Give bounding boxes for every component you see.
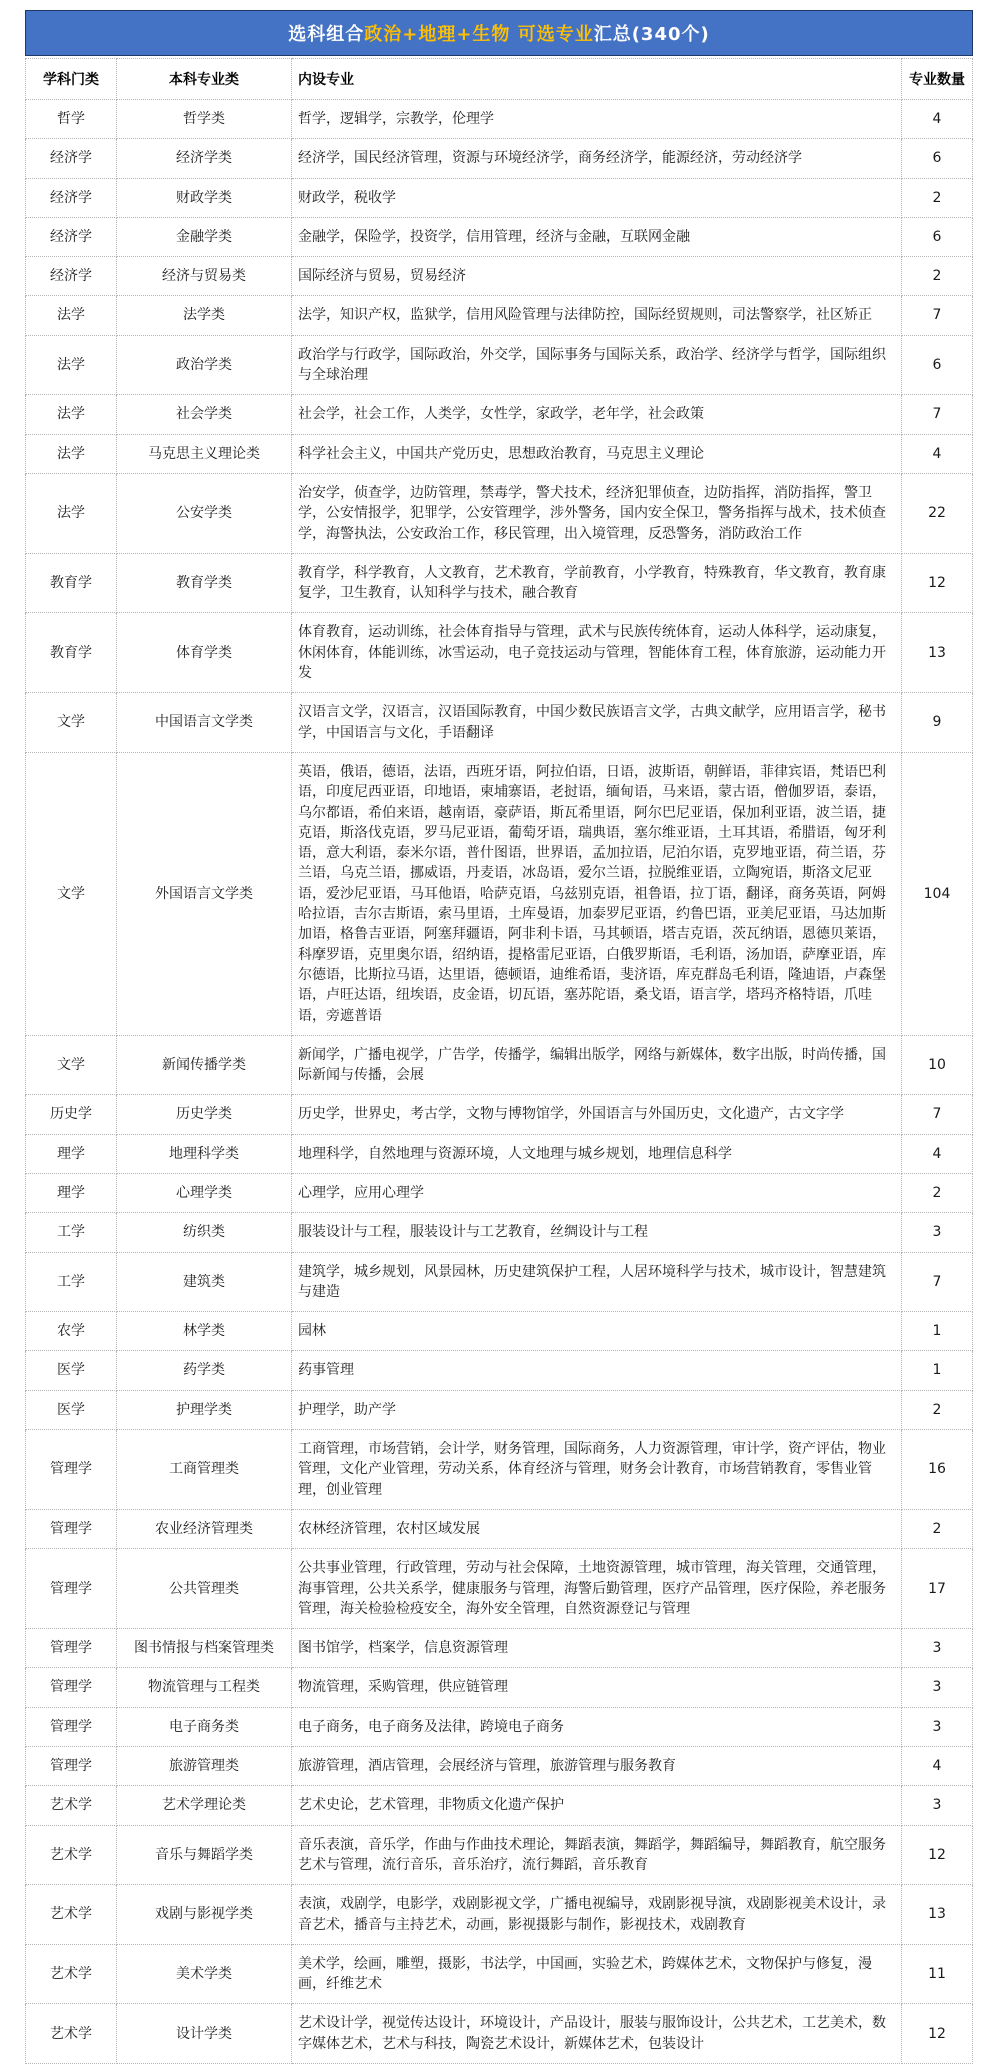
major-class-cell: 历史学类 — [117, 1095, 292, 1134]
title-part-1: 政治+地理+生物 — [364, 24, 511, 45]
category-cell: 历史学 — [26, 1095, 117, 1134]
count-cell: 11 — [902, 1944, 973, 2004]
table-row — [26, 1134, 973, 1173]
table-row — [26, 1430, 973, 1510]
count-cell: 2 — [902, 1390, 973, 1429]
category-cell: 文学 — [26, 693, 117, 753]
table-row — [26, 1549, 973, 1629]
major-class-cell: 经济学类 — [117, 139, 292, 178]
majors-cell: 心理学，应用心理学 — [292, 1173, 902, 1212]
count-cell: 6 — [902, 217, 973, 256]
table-row — [26, 2004, 973, 2064]
count-cell: 7 — [902, 296, 973, 335]
table-row — [26, 139, 973, 178]
count-cell: 7 — [902, 1252, 973, 1312]
table-row — [26, 1629, 973, 1668]
category-cell: 医学 — [26, 1390, 117, 1429]
category-cell: 管理学 — [26, 1747, 117, 1786]
count-cell: 13 — [902, 613, 973, 693]
majors-cell: 物流管理，采购管理，供应链管理 — [292, 1668, 902, 1707]
count-cell: 3 — [902, 1668, 973, 1707]
major-class-cell: 新闻传播学类 — [117, 1035, 292, 1095]
category-cell: 法学 — [26, 395, 117, 434]
category-cell: 教育学 — [26, 613, 117, 693]
title-part-0: 选科组合 — [288, 24, 365, 45]
count-cell: 12 — [902, 2004, 973, 2064]
table-row — [26, 1786, 973, 1825]
category-cell: 工学 — [26, 1213, 117, 1252]
major-class-cell: 马克思主义理论类 — [117, 434, 292, 473]
table-row — [26, 257, 973, 296]
column-header-1: 本科专业类 — [117, 59, 292, 100]
majors-cell: 公共事业管理，行政管理，劳动与社会保障，土地资源管理，城市管理，海关管理，交通管理，海事管理，公共关系学，健康服务与管理，海警后勤管理，医疗产品管理，医疗保险，养老服务管理，海关检验检疫安全，海外安全管理，自然资源登记与管理 — [292, 1549, 902, 1629]
majors-cell: 建筑学，城乡规划，风景园林，历史建筑保护工程，人居环境科学与技术，城市设计，智慧建筑与建造 — [292, 1252, 902, 1312]
table-row — [26, 1509, 973, 1548]
count-cell: 13 — [902, 1885, 973, 1945]
count-cell: 4 — [902, 100, 973, 139]
count-cell: 12 — [902, 1825, 973, 1885]
category-cell: 管理学 — [26, 1668, 117, 1707]
majors-cell: 政治学与行政学，国际政治，外交学，国际事务与国际关系，政治学、经济学与哲学，国际组织与全球治理 — [292, 335, 902, 395]
count-cell: 7 — [902, 1095, 973, 1134]
category-cell: 经济学 — [26, 257, 117, 296]
count-cell: 6 — [902, 139, 973, 178]
category-cell: 教育学 — [26, 553, 117, 613]
count-cell: 16 — [902, 1430, 973, 1510]
majors-cell: 电子商务，电子商务及法律，跨境电子商务 — [292, 1707, 902, 1746]
table-row — [26, 553, 973, 613]
majors-cell: 工商管理，市场营销，会计学，财务管理，国际商务，人力资源管理，审计学，资产评估，物业管理，文化产业管理，劳动关系，体育经济与管理，财务会计教育，市场营销教育，零售业管理，创业管理 — [292, 1430, 902, 1510]
major-class-cell: 金融学类 — [117, 217, 292, 256]
majors-cell: 护理学，助产学 — [292, 1390, 902, 1429]
count-cell: 4 — [902, 1134, 973, 1173]
majors-cell: 科学社会主义，中国共产党历史，思想政治教育，马克思主义理论 — [292, 434, 902, 473]
major-class-cell: 农业经济管理类 — [117, 1509, 292, 1548]
count-cell: 4 — [902, 1747, 973, 1786]
major-class-cell: 林学类 — [117, 1312, 292, 1351]
category-cell: 农学 — [26, 1312, 117, 1351]
column-header-3: 专业数量 — [902, 59, 973, 100]
table-row — [26, 395, 973, 434]
count-cell: 17 — [902, 1549, 973, 1629]
majors-cell: 英语，俄语，德语，法语，西班牙语，阿拉伯语，日语，波斯语，朝鲜语，菲律宾语，梵语巴利语，印度尼西亚语，印地语，柬埔寨语，老挝语，缅甸语，马来语，蒙古语，僧伽罗语，泰语，乌尔都语，希伯来语，越南语，豪萨语，斯瓦希里语，阿尔巴尼亚语，保加利亚语，波兰语，捷克语，斯洛伐克语，罗马尼亚语，葡萄牙语，瑞典语，塞尔维亚语，土耳其语，希腊语，匈牙利语，意大利语，泰米尔语，普什图语，世界语，孟加拉语，尼泊尔语，克罗地亚语，荷兰语，芬兰语，乌克兰语，挪威语，丹麦语，冰岛语，爱尔兰语，拉脱维亚语，立陶宛语，斯洛文尼亚语，爱沙尼亚语，马耳他语，哈萨克语，乌兹别克语，祖鲁语，拉丁语，翻译，商务英语，阿姆哈拉语，吉尔吉斯语，索马里语，土库曼语，加泰罗尼亚语，约鲁巴语，亚美尼亚语，马达加斯加语，格鲁吉亚语，阿塞拜疆语，阿非利卡语，马其顿语，塔吉克语，茨瓦纳语，恩德贝莱语，科摩罗语，克里奥尔语，绍纳语，提格雷尼亚语，白俄罗斯语，毛利语，汤加语，萨摩亚语，库尔德语，比斯拉马语，达里语，德顿语，迪维希语，斐济语，库克群岛毛利语，隆迪语，卢森堡语，卢旺达语，纽埃语，皮金语，切瓦语，塞苏陀语，桑戈语，语言学，塔玛齐格特语，爪哇语，旁遮普语 — [292, 752, 902, 1035]
category-cell: 艺术学 — [26, 1885, 117, 1945]
table-row — [26, 473, 973, 553]
majors-cell: 财政学，税收学 — [292, 178, 902, 217]
table-row — [26, 178, 973, 217]
majors-cell: 地理科学，自然地理与资源环境，人文地理与城乡规划，地理信息科学 — [292, 1134, 902, 1173]
majors-cell: 新闻学，广播电视学，广告学，传播学，编辑出版学，网络与新媒体，数字出版，时尚传播，国际新闻与传播，会展 — [292, 1035, 902, 1095]
header-row — [26, 59, 973, 100]
major-class-cell: 政治学类 — [117, 335, 292, 395]
majors-cell: 表演，戏剧学，电影学，戏剧影视文学，广播电视编导，戏剧影视导演，戏剧影视美术设计，录音艺术，播音与主持艺术，动画，影视摄影与制作，影视技术，戏剧教育 — [292, 1885, 902, 1945]
page-title — [25, 10, 973, 56]
table-row — [26, 1252, 973, 1312]
column-header-2: 内设专业 — [292, 59, 902, 100]
count-cell: 2 — [902, 257, 973, 296]
major-class-cell: 艺术学理论类 — [117, 1786, 292, 1825]
category-cell: 经济学 — [26, 139, 117, 178]
count-cell: 10 — [902, 1035, 973, 1095]
major-class-cell: 哲学类 — [117, 100, 292, 139]
major-class-cell: 图书情报与档案管理类 — [117, 1629, 292, 1668]
table-row — [26, 1707, 973, 1746]
major-class-cell: 公安学类 — [117, 473, 292, 553]
count-cell: 3 — [902, 1786, 973, 1825]
majors-cell: 教育学，科学教育，人文教育，艺术教育，学前教育，小学教育，特殊教育，华文教育，教育康复学，卫生教育，认知科学与技术，融合教育 — [292, 553, 902, 613]
category-cell: 经济学 — [26, 217, 117, 256]
count-cell: 2 — [902, 1509, 973, 1548]
majors-cell: 图书馆学，档案学，信息资源管理 — [292, 1629, 902, 1668]
count-cell: 2 — [902, 1173, 973, 1212]
major-class-cell: 财政学类 — [117, 178, 292, 217]
count-cell: 6 — [902, 335, 973, 395]
table-row — [26, 1351, 973, 1390]
major-class-cell: 外国语言文学类 — [117, 752, 292, 1035]
majors-cell: 艺术设计学，视觉传达设计，环境设计，产品设计，服装与服饰设计，公共艺术，工艺美术，数字媒体艺术，艺术与科技，陶瓷艺术设计，新媒体艺术，包装设计 — [292, 2004, 902, 2064]
majors-cell: 法学，知识产权，监狱学，信用风险管理与法律防控，国际经贸规则，司法警察学，社区矫正 — [292, 296, 902, 335]
major-class-cell: 旅游管理类 — [117, 1747, 292, 1786]
major-class-cell: 公共管理类 — [117, 1549, 292, 1629]
table-row — [26, 752, 973, 1035]
major-class-cell: 纺织类 — [117, 1213, 292, 1252]
table-row — [26, 1173, 973, 1212]
major-class-cell: 美术学类 — [117, 1944, 292, 2004]
majors-cell: 社会学，社会工作，人类学，女性学，家政学，老年学，社会政策 — [292, 395, 902, 434]
title-part-2: 可选专业 — [510, 24, 594, 45]
category-cell: 艺术学 — [26, 1944, 117, 2004]
majors-cell: 艺术史论，艺术管理，非物质文化遗产保护 — [292, 1786, 902, 1825]
major-class-cell: 法学类 — [117, 296, 292, 335]
category-cell: 管理学 — [26, 1629, 117, 1668]
count-cell: 1 — [902, 1351, 973, 1390]
count-cell: 4 — [902, 434, 973, 473]
category-cell: 管理学 — [26, 1707, 117, 1746]
table-row — [26, 1213, 973, 1252]
title-part-3: 汇总(340个) — [593, 24, 710, 45]
category-cell: 管理学 — [26, 1430, 117, 1510]
major-class-cell: 体育学类 — [117, 613, 292, 693]
table-row — [26, 1885, 973, 1945]
major-class-cell: 音乐与舞蹈学类 — [117, 1825, 292, 1885]
category-cell: 艺术学 — [26, 1825, 117, 1885]
table-row — [26, 613, 973, 693]
major-class-cell: 社会学类 — [117, 395, 292, 434]
category-cell: 法学 — [26, 473, 117, 553]
majors-cell: 金融学，保险学，投资学，信用管理，经济与金融，互联网金融 — [292, 217, 902, 256]
count-cell: 22 — [902, 473, 973, 553]
majors-cell: 药事管理 — [292, 1351, 902, 1390]
major-class-cell: 心理学类 — [117, 1173, 292, 1212]
count-cell: 12 — [902, 553, 973, 613]
majors-cell: 美术学，绘画，雕塑，摄影，书法学，中国画，实验艺术，跨媒体艺术，文物保护与修复，漫画，纤维艺术 — [292, 1944, 902, 2004]
table-row — [26, 100, 973, 139]
category-cell: 法学 — [26, 296, 117, 335]
table-row — [26, 1390, 973, 1429]
category-cell: 文学 — [26, 752, 117, 1035]
table-row — [26, 434, 973, 473]
table-row — [26, 1095, 973, 1134]
majors-cell: 音乐表演，音乐学，作曲与作曲技术理论，舞蹈表演，舞蹈学，舞蹈编导，舞蹈教育，航空服务艺术与管理，流行音乐，音乐治疗，流行舞蹈，音乐教育 — [292, 1825, 902, 1885]
count-cell: 9 — [902, 693, 973, 753]
table-row — [26, 335, 973, 395]
major-class-cell: 物流管理与工程类 — [117, 1668, 292, 1707]
category-cell: 艺术学 — [26, 2004, 117, 2064]
table-row — [26, 1668, 973, 1707]
majors-cell: 经济学，国民经济管理，资源与环境经济学，商务经济学，能源经济，劳动经济学 — [292, 139, 902, 178]
count-cell: 1 — [902, 1312, 973, 1351]
table-row — [26, 693, 973, 753]
major-class-cell: 电子商务类 — [117, 1707, 292, 1746]
count-cell: 2 — [902, 178, 973, 217]
count-cell: 7 — [902, 395, 973, 434]
major-class-cell: 地理科学类 — [117, 1134, 292, 1173]
category-cell: 理学 — [26, 1173, 117, 1212]
major-class-cell: 工商管理类 — [117, 1430, 292, 1510]
table-row — [26, 217, 973, 256]
majors-cell: 园林 — [292, 1312, 902, 1351]
category-cell: 法学 — [26, 434, 117, 473]
major-class-cell: 护理学类 — [117, 1390, 292, 1429]
category-cell: 工学 — [26, 1252, 117, 1312]
major-class-cell: 药学类 — [117, 1351, 292, 1390]
count-cell: 3 — [902, 1629, 973, 1668]
table-row — [26, 1312, 973, 1351]
major-class-cell: 建筑类 — [117, 1252, 292, 1312]
major-class-cell: 中国语言文学类 — [117, 693, 292, 753]
majors-table — [25, 58, 973, 2064]
count-cell: 104 — [902, 752, 973, 1035]
majors-cell: 服装设计与工程，服装设计与工艺教育，丝绸设计与工程 — [292, 1213, 902, 1252]
majors-cell: 国际经济与贸易，贸易经济 — [292, 257, 902, 296]
majors-cell: 体育教育，运动训练，社会体育指导与管理，武术与民族传统体育，运动人体科学，运动康复，休闲体育，体能训练，冰雪运动，电子竞技运动与管理，智能体育工程，体育旅游，运动能力开发 — [292, 613, 902, 693]
majors-cell: 治安学，侦查学，边防管理，禁毒学，警犬技术，经济犯罪侦查，边防指挥，消防指挥，警卫学，公安情报学，犯罪学，公安管理学，涉外警务，国内安全保卫，警务指挥与战术，技术侦查学，海警执法，公安政治工作，移民管理，出入境管理，反恐警务，消防政治工作 — [292, 473, 902, 553]
category-cell: 经济学 — [26, 178, 117, 217]
column-header-0: 学科门类 — [26, 59, 117, 100]
category-cell: 文学 — [26, 1035, 117, 1095]
majors-cell: 汉语言文学，汉语言，汉语国际教育，中国少数民族语言文学，古典文献学，应用语言学，秘书学，中国语言与文化，手语翻译 — [292, 693, 902, 753]
major-class-cell: 经济与贸易类 — [117, 257, 292, 296]
count-cell: 3 — [902, 1213, 973, 1252]
category-cell: 艺术学 — [26, 1786, 117, 1825]
category-cell: 哲学 — [26, 100, 117, 139]
majors-summary-sheet — [25, 10, 973, 2064]
table-row — [26, 1825, 973, 1885]
category-cell: 医学 — [26, 1351, 117, 1390]
table-row — [26, 1035, 973, 1095]
majors-cell: 历史学，世界史，考古学，文物与博物馆学，外国语言与外国历史，文化遗产，古文字学 — [292, 1095, 902, 1134]
category-cell: 管理学 — [26, 1549, 117, 1629]
category-cell: 管理学 — [26, 1509, 117, 1548]
table-row — [26, 1747, 973, 1786]
category-cell: 法学 — [26, 335, 117, 395]
category-cell: 理学 — [26, 1134, 117, 1173]
majors-cell: 农林经济管理，农村区域发展 — [292, 1509, 902, 1548]
table-row — [26, 1944, 973, 2004]
major-class-cell: 教育学类 — [117, 553, 292, 613]
major-class-cell: 设计学类 — [117, 2004, 292, 2064]
count-cell: 3 — [902, 1707, 973, 1746]
majors-cell: 哲学，逻辑学，宗教学，伦理学 — [292, 100, 902, 139]
major-class-cell: 戏剧与影视学类 — [117, 1885, 292, 1945]
majors-cell: 旅游管理，酒店管理，会展经济与管理，旅游管理与服务教育 — [292, 1747, 902, 1786]
table-row — [26, 296, 973, 335]
table-body — [26, 100, 973, 2064]
